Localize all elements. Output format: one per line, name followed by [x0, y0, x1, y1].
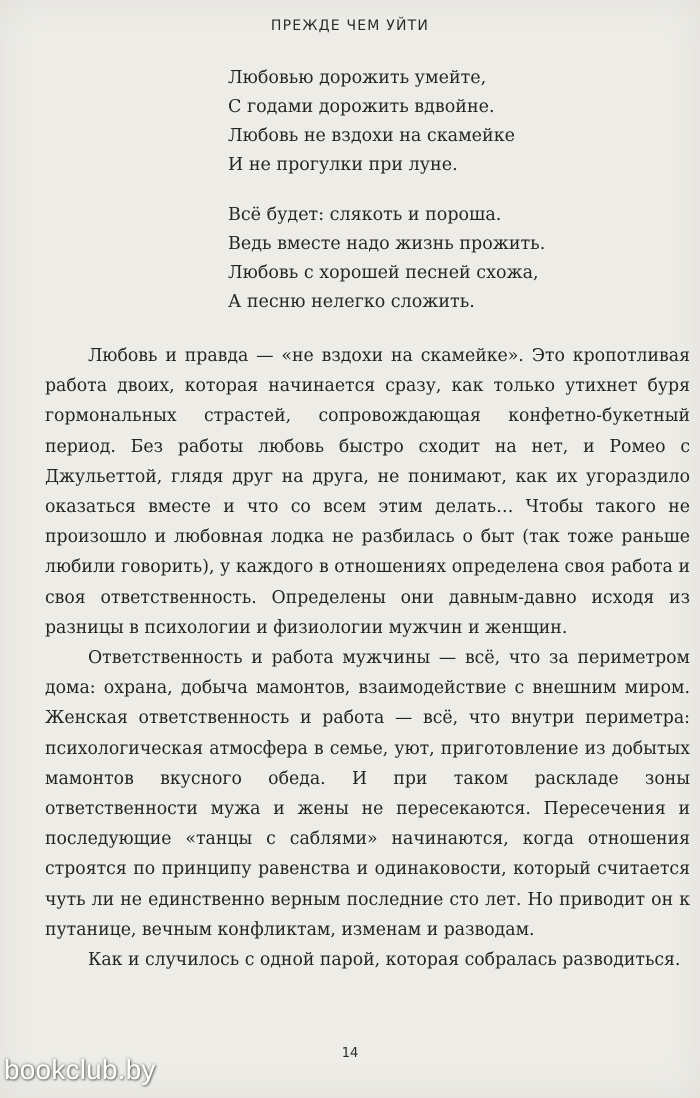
running-header: ПРЕЖДЕ ЧЕМ УЙТИ: [270, 18, 430, 34]
paragraph: Ответственность и работа мужчины — всё, что за периметром дома: охрана, добыча мамонтов, взаимодействие с внешним миром. Женская ответственность и работа — всё, что внутри периметра: психологическая атмосфера в семье, уют, приготовление из добытых мамонтов вкусного обеда. И при таком раскладе зоны ответственности мужа и жены не пересекаются. Пересечения и последующие «танцы с саблями» начинаются, когда отношения строятся по принципу равенства и одинаковости, который считается чуть ли не единственно верным последние сто лет. Но приводит он к путанице, вечным конфликтам, изменам и разводам.: [45, 648, 690, 940]
poem-line: А песню нелегко сложить.: [228, 292, 475, 312]
page-number: 14: [341, 1046, 359, 1061]
poem-stanza-1: [228, 64, 688, 180]
poem-line: Всё будет: слякоть и пороша.: [228, 205, 502, 225]
poem-line: Любовь с хорошей песней схожа,: [228, 263, 539, 283]
poem-line: Ведь вместе надо жизнь прожить.: [228, 234, 546, 254]
poem-line: Любовь не вздохи на скамейке: [228, 126, 515, 146]
paragraph: Как и случилось с одной парой, которая собралась разводиться.: [88, 950, 681, 971]
watermark: bookclub.by: [4, 1054, 156, 1085]
poem-stanza-2: [228, 201, 688, 317]
paragraph: Любовь и правда — «не вздохи на скамейке». Это кропотливая работа двоих, которая начинается сразу, как только утихнет буря гормональных страстей, сопровождающая конфетно-букетный период. Без работы любовь быстро сходит на нет, и Ромео с Джульеттой, глядя друг на друга, не понимают, как их угораздило оказаться вместе и что со всем этим делать… Чтобы такого не произошло и любовная лодка не разбилась о быт (так тоже раньше любили говорить), у каждого в отношениях определена своя работа и своя ответственность. Определены они давным-давно исходя из разницы в психологии и физиологии мужчин и женщин.: [45, 346, 690, 638]
poem-line: С годами дорожить вдвойне.: [228, 97, 495, 117]
body-text: [45, 341, 690, 975]
poem-line: И не прогулки при луне.: [228, 155, 458, 175]
poem-line: Любовью дорожить умейте,: [228, 68, 487, 88]
